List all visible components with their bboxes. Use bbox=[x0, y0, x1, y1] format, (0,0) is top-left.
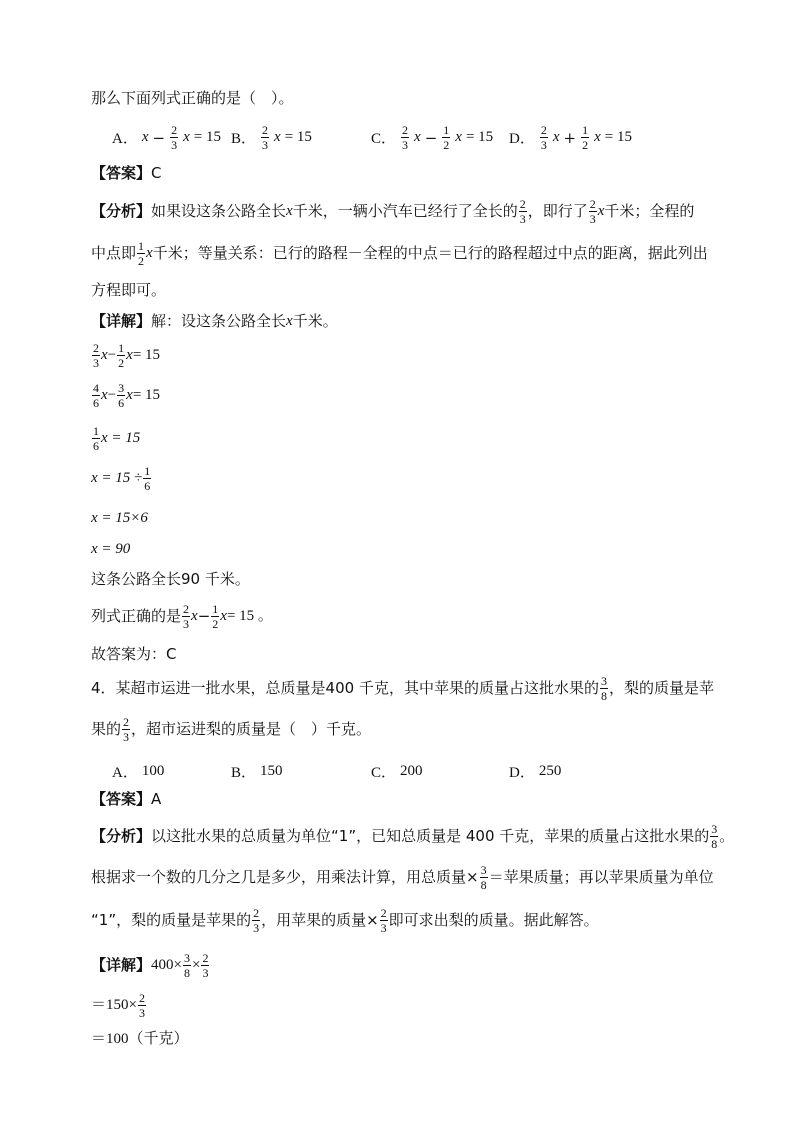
q3-answer: 【答案】C bbox=[91, 164, 162, 182]
q3-option-c[interactable]: C． $\frac{2}{3}$ x − $\frac{1}{2}$ x = 15 bbox=[371, 123, 494, 152]
q4-option-c-letter: C． bbox=[371, 765, 397, 781]
q4-option-b[interactable] bbox=[231, 761, 283, 782]
q3-step-2: $\frac{4}{6}$ x − $\frac{3}{6}$ x = 15 bbox=[93, 381, 161, 410]
q3-step-1: $\frac{2}{3}$ x − $\frac{1}{2}$ x = 15 bbox=[93, 341, 161, 370]
q3-option-a[interactable]: A． x − $\frac{2}{3}$ x = 15 bbox=[112, 123, 221, 152]
q4-option-d-letter: D． bbox=[509, 765, 535, 781]
q3-analysis-line3: 方程即可。 bbox=[91, 281, 167, 299]
q4-stem-line2: 果的 $\frac{2}{3}$ ，超市运进梨的质量是（ ）千克。 bbox=[91, 715, 372, 744]
q3-analysis-line2: 中点即 $\frac{1}{2}$ x 千米；等量关系：已行的路程－全程的中点＝已行的路程超过中点的距离，据此列出 bbox=[91, 239, 708, 268]
q4-option-a[interactable] bbox=[112, 761, 164, 782]
q3-step-3: $\frac{1}{6}$ x = 15 bbox=[93, 424, 141, 453]
q4-answer: 【答案】A bbox=[91, 790, 162, 808]
q3-option-b[interactable]: B． $\frac{2}{3}$ x = 15 bbox=[231, 123, 312, 152]
q3-option-b-letter: B． bbox=[231, 131, 257, 147]
q3-option-a-letter: A． bbox=[112, 131, 138, 147]
q3-option-d-letter: D． bbox=[509, 131, 535, 147]
q4-option-a-value: 100 bbox=[141, 763, 165, 779]
q4-analysis-line3: “1”，梨的质量是苹果的 $\frac{2}{3}$ ，用苹果的质量× $\frac{2}{3}$ 即可求出梨的质量。据此解答。 bbox=[91, 906, 599, 935]
q3-analysis-line1: 【分析】 如果设这条公路全长 x 千米，一辆小汽车已经行了全长的 $\frac{2}{3}$ ，即行了 $\frac{2}{3}$ x 千米；全程的 bbox=[91, 197, 695, 226]
q4-analysis-line1: 【分析】 以这批水果的总质量为单位“1”，已知总质量是 400 千克，苹果的质量占这批水果的 $\frac{3}{8}$ 。 bbox=[91, 822, 735, 851]
q3-stem: 那么下面列式正确的是（ ）。 bbox=[91, 89, 294, 107]
q4-option-c[interactable] bbox=[371, 761, 423, 782]
q4-option-a-letter: A． bbox=[112, 765, 138, 781]
q4-detail-calc-2: ＝150× $\frac{2}{3}$ bbox=[91, 991, 145, 1020]
q3-correct-equation: 列式正确的是 $\frac{2}{3}$ x − $\frac{1}{2}$ x = 15 。 bbox=[91, 602, 273, 631]
q3-final: 故答案为：C bbox=[91, 645, 177, 663]
q3-detail-intro: 【详解】 解：设这条公路全长 x 千米。 bbox=[91, 312, 338, 330]
q4-detail-calc-3: ＝100（千克） bbox=[91, 1031, 189, 1047]
q4-option-b-value: 150 bbox=[260, 763, 283, 779]
q4-option-c-value: 200 bbox=[400, 763, 423, 779]
q3-step-5: x = 15×6 bbox=[91, 510, 148, 526]
q4-option-d[interactable] bbox=[509, 761, 561, 782]
q3-conclusion: 这条公路全长90 千米。 bbox=[91, 570, 250, 588]
q4-detail-calc-1: 【详解】 400× $\frac{3}{8}$ × $\frac{2}{3}$ bbox=[91, 951, 209, 980]
q3-step-4: x = 15 ÷ $\frac{1}{6}$ bbox=[91, 464, 151, 493]
q3-option-c-letter: C． bbox=[371, 131, 397, 147]
q4-analysis-line2: 根据求一个数的几分之几是多少，用乘法计算，用总质量× $\frac{3}{8}$ ＝苹果质量；再以苹果质量为单位 bbox=[91, 863, 714, 892]
q4-stem-line1: 4．某超市运进一批水果，总质量是400 千克，其中苹果的质量占这批水果的 $\frac{3}{8}$ ，梨的质量是苹 bbox=[91, 674, 714, 703]
q4-option-b-letter: B． bbox=[231, 765, 257, 781]
q3-step-6: x = 90 bbox=[91, 541, 131, 557]
q4-option-d-value: 250 bbox=[538, 763, 562, 779]
q3-option-d[interactable]: D． $\frac{2}{3}$ x + $\frac{1}{2}$ x = 15 bbox=[509, 123, 632, 152]
